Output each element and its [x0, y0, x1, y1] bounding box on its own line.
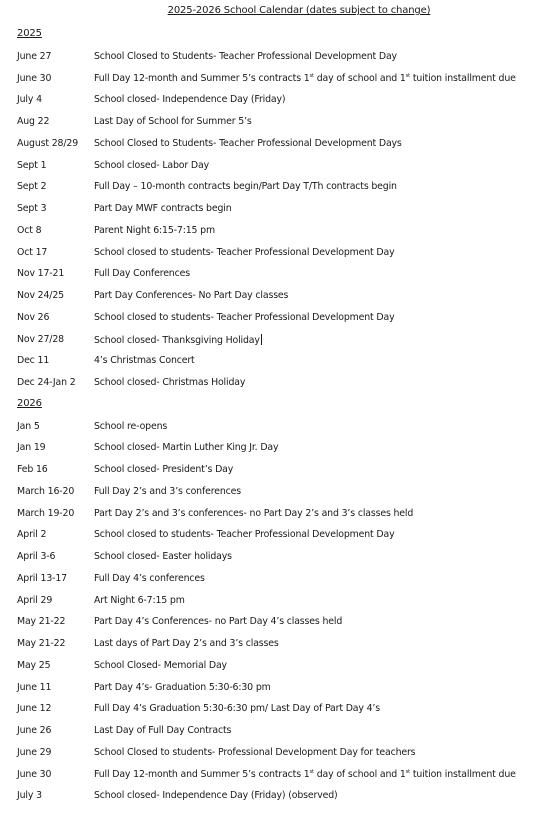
entry-description: School closed to students- Teacher Professional Development Day	[94, 246, 395, 258]
entry-description: Parent Night 6:15-7:15 pm	[94, 224, 215, 236]
entry-date: Dec 11	[17, 355, 50, 367]
calendar-row	[0, 682, 542, 696]
calendar-row	[0, 247, 542, 261]
calendar-row	[0, 290, 542, 304]
entry-date: July 3	[17, 790, 42, 802]
entry-date: Jan 19	[17, 442, 46, 454]
entry-description: School Closed to Students- Teacher Professional Development Days	[94, 137, 402, 149]
entry-date: April 2	[17, 529, 47, 541]
entry-date: Jan 5	[17, 420, 40, 432]
entry-description: School closed to students- Teacher Professional Development Day	[94, 529, 395, 541]
entry-description: School closed- Christmas Holiday	[94, 377, 246, 388]
entry-date: June 27	[17, 50, 52, 62]
calendar-row	[0, 377, 542, 391]
entry-description: School closed- Thanksgiving Holiday	[94, 334, 260, 346]
entry-description: School closed- President’s Day	[94, 464, 234, 475]
entry-date: May 21-22	[17, 616, 66, 628]
calendar-row	[0, 181, 542, 195]
entry-date: Feb 16	[17, 464, 48, 475]
entry-description: Last Day of Full Day Contracts	[94, 725, 232, 736]
entry-date: April 13-17	[17, 572, 67, 584]
calendar-row	[0, 268, 542, 282]
calendar-row	[0, 421, 542, 435]
calendar-row	[0, 638, 542, 652]
entry-date: Nov 26	[17, 311, 50, 323]
calendar-row	[0, 769, 542, 783]
calendar-row	[0, 94, 542, 108]
calendar-row	[0, 725, 542, 739]
entry-date: Nov 24/25	[17, 290, 64, 301]
calendar-row	[0, 551, 542, 565]
calendar-row	[0, 703, 542, 717]
entry-date: June 30	[17, 768, 52, 780]
calendar-row	[0, 442, 542, 456]
entry-date: Oct 17	[17, 246, 48, 258]
entry-date: Sept 2	[17, 181, 47, 193]
entry-description: Full Day 12-month and Summer 5’s contracts 1st day of school and 1st tuition installment due	[94, 768, 516, 780]
calendar-row	[0, 747, 542, 761]
text-cursor	[261, 334, 262, 345]
entry-date: June 30	[17, 72, 52, 84]
calendar-row	[0, 51, 542, 65]
calendar-row	[0, 790, 542, 804]
entry-date: June 12	[17, 703, 52, 715]
entry-description: Full Day 12-month and Summer 5’s contracts 1st day of school and 1st tuition installment due	[94, 72, 516, 84]
entry-date: July 4	[17, 94, 42, 106]
entry-date: Dec 24-Jan 2	[17, 377, 76, 388]
calendar-row	[0, 595, 542, 609]
entry-description: Art Night 6-7:15 pm	[94, 594, 185, 606]
entry-date: Sept 3	[17, 203, 47, 214]
entry-date: Sept 1	[17, 159, 47, 171]
calendar-row	[0, 225, 542, 239]
entry-date: August 28/29	[17, 137, 79, 149]
entry-description: School Closed- Memorial Day	[94, 659, 227, 671]
entry-date: March 19-20	[17, 507, 75, 519]
entry-description: School closed- Labor Day	[94, 159, 209, 171]
entry-description: Full Day 4’s Graduation 5:30-6:30 pm/ Last Day of Part Day 4’s	[94, 703, 380, 715]
calendar-row	[0, 508, 542, 522]
entry-description: Full Day 4’s conferences	[94, 572, 205, 584]
entry-date: Oct 8	[17, 224, 42, 236]
entry-date: Nov 17-21	[17, 268, 65, 280]
calendar-row	[0, 116, 542, 130]
entry-description: Part Day Conferences- No Part Day classes	[94, 290, 289, 301]
entry-date: June 26	[17, 725, 52, 736]
calendar-row	[0, 160, 542, 174]
entry-description: Part Day 4’s Conferences- no Part Day 4’s classes held	[94, 616, 343, 628]
entry-date: May 25	[17, 659, 51, 671]
entry-description: School closed- Easter holidays	[94, 551, 232, 562]
calendar-row	[0, 486, 542, 500]
calendar-row	[0, 660, 542, 674]
entry-date: March 16-20	[17, 485, 75, 497]
entry-date: June 11	[17, 681, 52, 693]
entry-date: April 3-6	[17, 551, 56, 562]
entry-date: Aug 22	[17, 116, 50, 127]
calendar-row	[0, 616, 542, 630]
entry-description: Last days of Part Day 2’s and 3’s classes	[94, 638, 279, 649]
entry-description: Full Day – 10-month contracts begin/Part Day T/Th contracts begin	[94, 181, 397, 193]
entry-description: Last Day of School for Summer 5’s	[94, 116, 252, 127]
entry-description: Full Day Conferences	[94, 268, 190, 280]
year-heading: 2025	[17, 28, 42, 39]
calendar-row	[0, 138, 542, 152]
entry-description: Part Day 4’s- Graduation 5:30-6:30 pm	[94, 681, 271, 693]
entry-date: June 29	[17, 746, 52, 758]
entry-description: School closed- Independence Day (Friday) (observed)	[94, 790, 338, 802]
entry-description: School Closed to students- Professional Development Day for teachers	[94, 746, 416, 758]
calendar-row	[0, 73, 542, 87]
entry-description: School closed- Martin Luther King Jr. Day	[94, 442, 279, 454]
entry-description: School re-opens	[94, 420, 168, 432]
calendar-row	[0, 464, 542, 478]
document-title: 2025-2026 School Calendar (dates subject to change)	[167, 5, 431, 16]
calendar-row	[0, 529, 542, 543]
calendar-row	[0, 573, 542, 587]
entry-description: School closed to students- Teacher Professional Development Day	[94, 311, 395, 323]
entry-description: School closed- Independence Day (Friday)	[94, 94, 286, 106]
calendar-row	[0, 312, 542, 326]
entry-date: Nov 27/28	[17, 333, 64, 345]
year-heading: 2026	[17, 397, 42, 409]
entry-description: School Closed to Students- Teacher Professional Development Day	[94, 50, 397, 62]
entry-description: Part Day 2’s and 3’s conferences- no Part Day 2’s and 3’s classes held	[94, 507, 414, 519]
calendar-row	[0, 355, 542, 369]
calendar-row	[0, 203, 542, 217]
calendar-row	[0, 334, 542, 348]
entry-description: 4’s Christmas Concert	[94, 355, 195, 367]
entry-description: Part Day MWF contracts begin	[94, 203, 232, 214]
entry-description: Full Day 2’s and 3’s conferences	[94, 485, 242, 497]
entry-date: April 29	[17, 594, 53, 606]
entry-date: May 21-22	[17, 638, 66, 649]
